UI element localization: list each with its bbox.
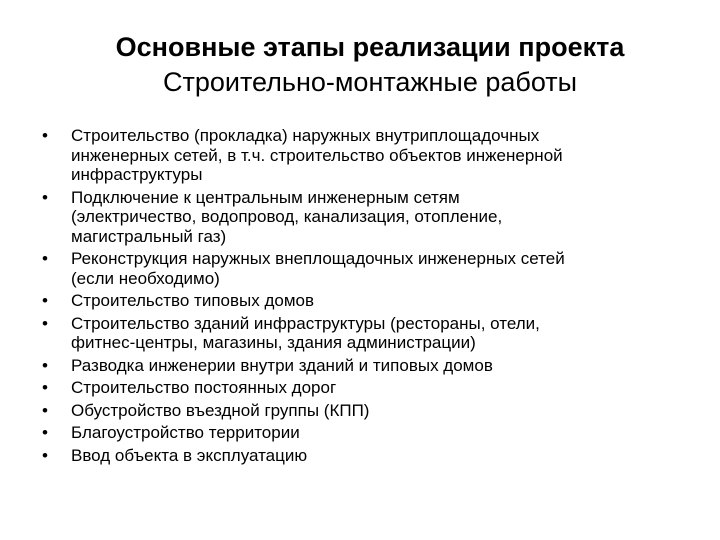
bullet-text-line: Строительство (прокладка) наружных внутриплощадочных xyxy=(71,126,540,145)
bullet-icon: • xyxy=(42,249,48,268)
bullet-icon: • xyxy=(42,445,48,465)
bullet-text-line: инженерных сетей, в т.ч. строительство объектов инженерной xyxy=(71,145,563,165)
bullet-item xyxy=(40,446,690,466)
bullet-text-line: Строительство типовых домов xyxy=(71,291,314,310)
bullet-text-line: инфраструктуры xyxy=(71,165,203,184)
bullet-item xyxy=(40,188,690,247)
bullet-item xyxy=(40,291,690,311)
slide-title: Основные этапы реализации проекта xyxy=(115,32,625,62)
bullet-text-line: Подключение к центральным инженерным сетям xyxy=(71,187,460,207)
bullet-text-line: Реконструкция наружных внеплощадочных инженерных сетей xyxy=(71,249,565,268)
bullet-text-line: Ввод объекта в эксплуатацию xyxy=(71,445,308,465)
bullet-item xyxy=(40,378,690,398)
bullet-icon: • xyxy=(42,423,48,442)
bullet-item xyxy=(40,356,690,376)
bullet-text-line: (электричество, водопровод, канализация, отопление, xyxy=(71,207,503,226)
bullet-text-line: Разводка инженерии внутри зданий и типовых домов xyxy=(71,355,493,375)
bullet-item xyxy=(40,126,690,185)
bullet-item xyxy=(40,401,690,421)
bullet-item xyxy=(40,423,690,443)
bullet-item xyxy=(40,249,690,288)
slide-subtitle: Строительно-монтажные работы xyxy=(162,67,578,97)
bullet-text-line: Строительство постоянных дорог xyxy=(71,378,337,397)
bullet-list xyxy=(40,126,690,468)
bullet-icon: • xyxy=(42,291,48,310)
bullet-text-line: Строительство зданий инфраструктуры (рестораны, отели, xyxy=(71,313,540,333)
bullet-icon: • xyxy=(42,400,48,420)
bullet-item xyxy=(40,314,690,353)
bullet-text-line: Благоустройство территории xyxy=(71,423,300,442)
bullet-text-line: (если необходимо) xyxy=(71,268,220,288)
bullet-icon: • xyxy=(42,355,48,375)
bullet-text-line: магистральный газ) xyxy=(71,226,227,246)
bullet-icon: • xyxy=(42,126,48,145)
bullet-text-line: фитнес-центры, магазины, здания администрации) xyxy=(71,333,476,352)
bullet-icon: • xyxy=(42,313,48,333)
title-block xyxy=(40,30,700,100)
bullet-text-line: Обустройство въездной группы (КПП) xyxy=(71,400,370,420)
bullet-icon: • xyxy=(42,378,48,397)
bullet-icon: • xyxy=(42,187,48,207)
